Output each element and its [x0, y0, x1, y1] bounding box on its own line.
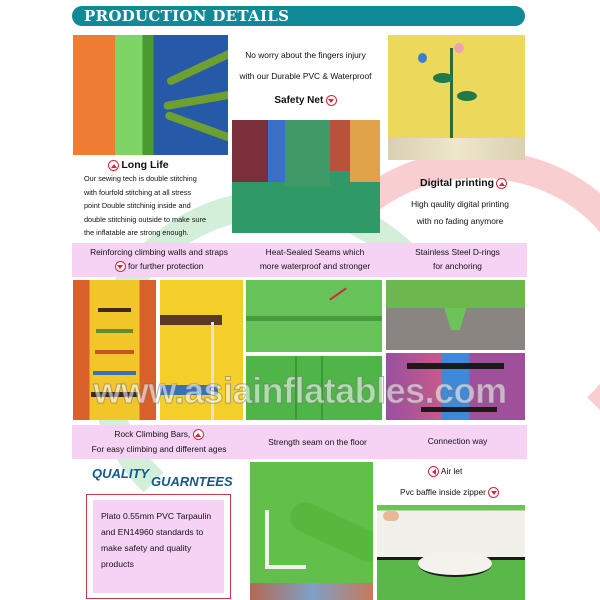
- safety-net-line2: with our Durable PVC & Waterproof: [239, 71, 372, 81]
- band1-col1-line1: Reinforcing climbing walls and straps: [90, 247, 228, 257]
- photo-safety-net: [232, 120, 380, 233]
- quality-line: products: [101, 559, 134, 569]
- baffle-row: [400, 485, 499, 500]
- photo-stitching: [73, 35, 228, 155]
- digital-printing-line1: High qaulity digital printing: [411, 199, 509, 209]
- photo-climbing-wall: [73, 280, 156, 420]
- quality-line: Plato 0.55mm PVC Tarpaulin: [101, 511, 212, 521]
- band2-col2-line1: Strength seam on the floor: [268, 437, 367, 447]
- photo-climbing-straps: [160, 280, 243, 420]
- photo-d-ring: [386, 280, 525, 350]
- band2-col1-line2: For easy climbing and different ages: [91, 444, 227, 454]
- photo-floor-seam: [246, 356, 382, 420]
- safety-net-text: [228, 45, 383, 111]
- band2-col1: [74, 427, 244, 457]
- band2-col1-line1: Rock Climbing Bars,: [114, 429, 191, 439]
- band1-col2-line1: Heat-Sealed Seams which: [265, 247, 365, 257]
- digital-printing-title: Digital printing: [420, 177, 495, 189]
- chevron-down-icon: [326, 95, 337, 106]
- safety-net-title: Safety Net: [274, 95, 324, 106]
- quality-word2: GUARNTEES: [151, 474, 233, 489]
- chevron-left-icon: [428, 466, 439, 477]
- long-life-line: Our sewing tech is double stitching: [84, 174, 197, 183]
- photo-air-let: [250, 462, 373, 600]
- quality-box: [86, 494, 231, 599]
- band1-col2: [245, 245, 385, 273]
- quality-line: make safety and quality: [101, 543, 192, 553]
- long-life-line: with fourfold stitching at all stress: [84, 187, 192, 197]
- band2-col3-line1: Connection way: [427, 436, 488, 446]
- photo-heat-sealed-seam: [246, 280, 382, 352]
- watermark-text: www.asiainflatables.com: [93, 370, 507, 411]
- band1-col3-line2: for anchoring: [433, 261, 482, 271]
- safety-net-line1: No worry about the fingers injury: [245, 50, 366, 60]
- page-title: PRODUCTION DETAILS: [84, 7, 290, 25]
- chevron-down-icon: [488, 487, 499, 498]
- digital-printing-text: [394, 196, 526, 230]
- chevron-down-icon: [115, 261, 126, 272]
- quality-word1: QUALITY: [92, 466, 150, 481]
- band2-col2: [245, 435, 390, 450]
- band1-col2-line2: more waterproof and stronger: [259, 261, 371, 271]
- band1-col3-line1: Stainless Steel D-rings: [415, 247, 500, 257]
- quality-line: and EN14960 standards to: [101, 527, 204, 537]
- long-life-text: [84, 172, 234, 240]
- baffle-label: Pvc baffle inside zipper: [400, 487, 486, 497]
- chevron-up-icon: [496, 178, 507, 189]
- chevron-up-icon: [108, 160, 119, 171]
- long-life-line: point Double stitchinig inside and: [84, 201, 191, 210]
- air-let-row: [428, 464, 462, 479]
- digital-printing-title-row: [420, 176, 507, 191]
- digital-printing-line2: with no fading anymore: [416, 216, 504, 226]
- band2-col3: [390, 434, 525, 449]
- long-life-title-row: [108, 158, 169, 173]
- air-let-label: Air let: [440, 466, 463, 476]
- quality-text: [93, 500, 224, 593]
- band1-col1-line2: for further protection: [127, 261, 204, 271]
- photo-connection-strap: [386, 353, 525, 420]
- long-life-title: Long Life: [121, 159, 169, 171]
- band1-col3: [390, 245, 525, 273]
- chevron-up-icon: [193, 429, 204, 440]
- photo-zipper-baffle: [377, 505, 525, 600]
- long-life-line: double stitchinig outside to make sure: [84, 214, 207, 224]
- photo-digital-print: [388, 35, 525, 160]
- band1-col1: [74, 245, 244, 273]
- long-life-line: the inflatable are strong enough.: [84, 228, 189, 237]
